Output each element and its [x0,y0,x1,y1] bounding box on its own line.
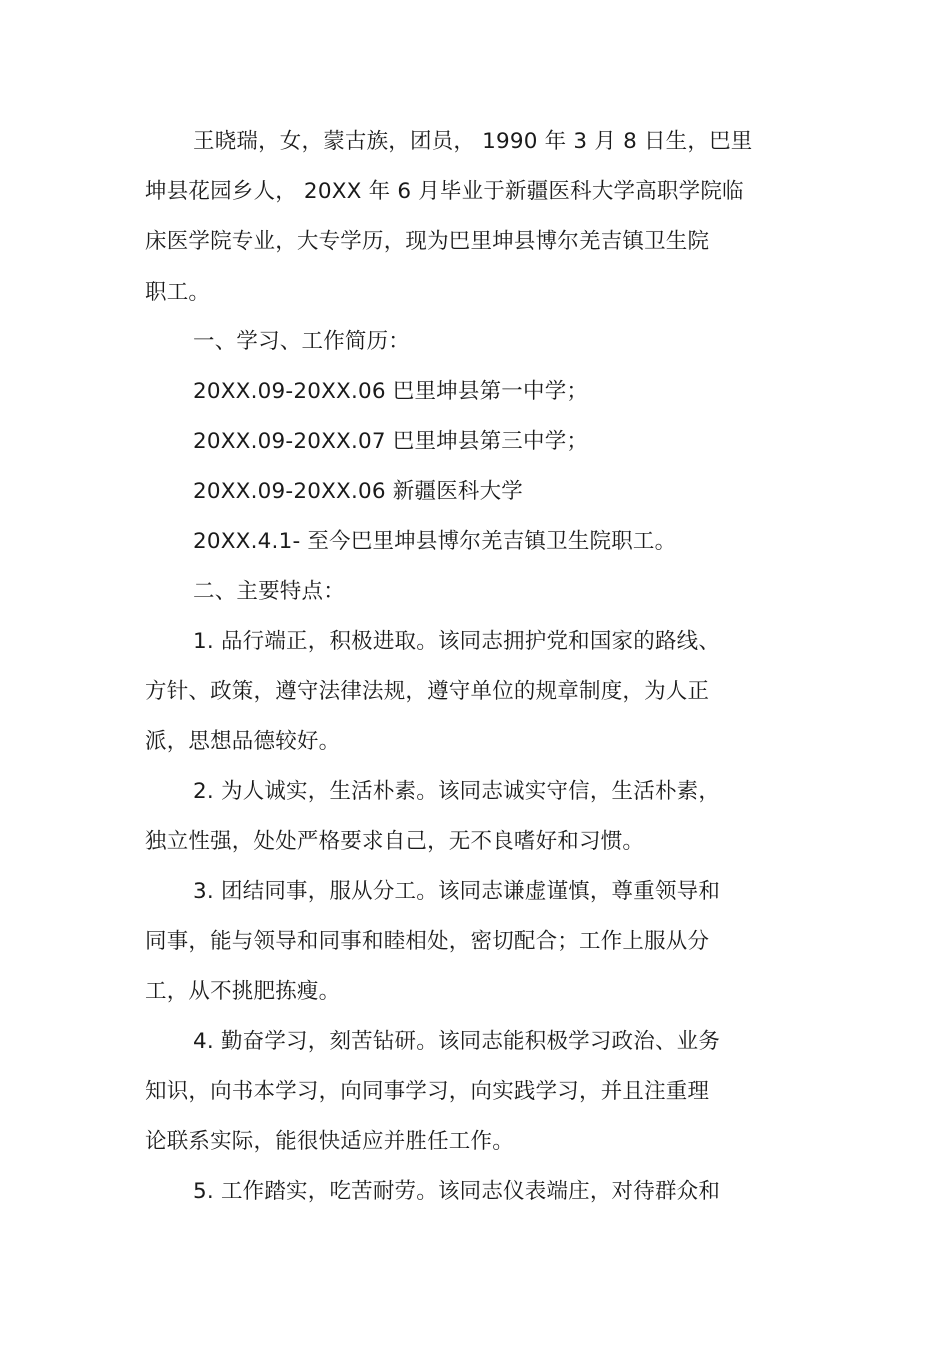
text-line: 知识，向书本学习，向同事学习，向实践学习，并且注重理 [145,1079,710,1104]
text-line: 4. 勤奋学习，刻苦钻研。该同志能积极学习政治、业务 [193,1029,721,1054]
text-line: 1. 品行端正，积极进取。该同志拥护党和国家的路线、 [193,629,721,654]
text-line: 工，从不挑肥拣瘦。 [145,979,341,1004]
text-line: 方针、政策，遵守法律法规，遵守单位的规章制度，为人正 [145,679,710,704]
text-line: 职工。 [145,280,211,305]
text-line: 5. 工作踏实，吃苦耐劳。该同志仪表端庄，对待群众和 [193,1179,721,1204]
text-line: 坤县花园乡人， 20XX 年 6 月毕业于新疆医科大学高职学院临 [145,179,744,204]
text-line: 同事，能与领导和同事和睦相处，密切配合；工作上服从分 [145,929,710,954]
history-item: 20XX.09-20XX.06 新疆医科大学 [193,479,524,504]
history-item: 20XX.09-20XX.06 巴里坤县第一中学； [193,379,589,404]
section-heading: 二、主要特点： [193,579,345,604]
text-line: 独立性强，处处严格要求自己，无不良嗜好和习惯。 [145,829,645,854]
text-line: 3. 团结同事，服从分工。该同志谦虚谨慎，尊重领导和 [193,879,721,904]
section-heading: 一、学习、工作简历： [193,329,411,354]
text-line: 王晓瑞，女，蒙古族，团员， 1990 年 3 月 8 日生，巴里 [193,129,753,154]
history-item: 20XX.4.1- 至今巴里坤县博尔羌吉镇卫生院职工。 [193,529,677,554]
text-line: 论联系实际，能很快适应并胜任工作。 [145,1129,514,1154]
text-line: 2. 为人诚实，生活朴素。该同志诚实守信，生活朴素， [193,779,721,804]
history-item: 20XX.09-20XX.07 巴里坤县第三中学； [193,429,589,454]
text-line: 派，思想品德较好。 [145,729,341,754]
text-line: 床医学院专业，大专学历，现为巴里坤县博尔羌吉镇卫生院 [145,229,710,254]
